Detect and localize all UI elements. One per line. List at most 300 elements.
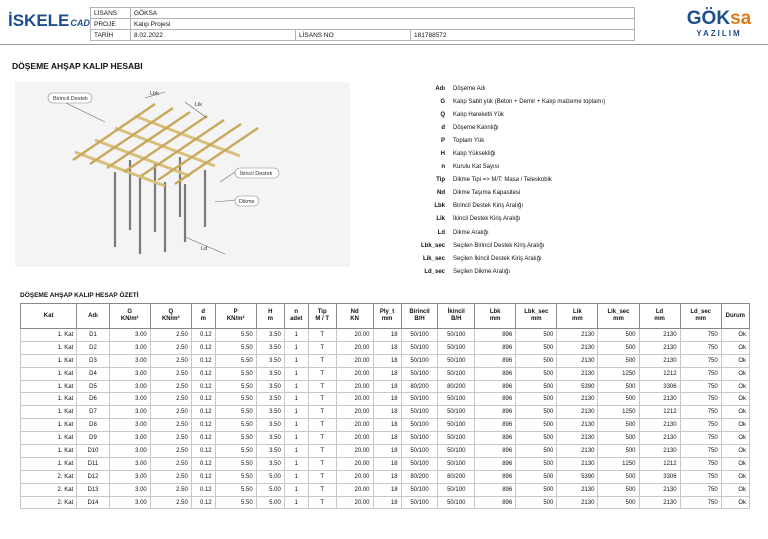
legend-row bbox=[420, 226, 750, 239]
table-cell: 896 bbox=[475, 380, 516, 393]
legend-row bbox=[420, 134, 750, 147]
table-cell: 1250 bbox=[598, 367, 639, 380]
table-cell: 500 bbox=[598, 419, 639, 432]
table-cell: 0.12 bbox=[191, 483, 215, 496]
table-cell: 500 bbox=[598, 393, 639, 406]
column-header bbox=[401, 304, 438, 329]
column-header bbox=[373, 304, 401, 329]
goksa-logo bbox=[680, 8, 758, 40]
legend-row bbox=[420, 200, 750, 213]
table-cell: 2.50 bbox=[150, 341, 191, 354]
legend-description: Seçilen Birincil Destek Kiriş Aralığı bbox=[453, 242, 545, 249]
logo-main-text: İSKELE bbox=[8, 11, 70, 30]
table-cell: 18 bbox=[373, 419, 401, 432]
legend-symbol: Lbk bbox=[434, 203, 445, 210]
legend-row bbox=[420, 161, 750, 174]
table-cell: D14 bbox=[77, 496, 109, 509]
table-cell: 18 bbox=[373, 470, 401, 483]
column-header bbox=[284, 304, 308, 329]
table-cell: 2.50 bbox=[150, 470, 191, 483]
table-cell: Ok bbox=[721, 380, 749, 393]
table-cell: 3.00 bbox=[109, 380, 150, 393]
legend-symbol: d bbox=[441, 124, 445, 131]
table-cell: 3.50 bbox=[256, 329, 284, 342]
table-cell: 1212 bbox=[639, 457, 680, 470]
table-cell: 2130 bbox=[639, 393, 680, 406]
table-cell: 3.00 bbox=[109, 367, 150, 380]
table-cell: 2130 bbox=[639, 432, 680, 445]
table-cell: D8 bbox=[77, 419, 109, 432]
column-header-name: H bbox=[268, 309, 273, 315]
table-cell: 18 bbox=[373, 380, 401, 393]
table-cell: 0.12 bbox=[191, 380, 215, 393]
table-cell: 2130 bbox=[557, 354, 598, 367]
column-header-unit: KN/m² bbox=[120, 316, 139, 322]
column-header-unit: m bbox=[267, 316, 273, 322]
column-header bbox=[77, 304, 109, 329]
table-row bbox=[21, 393, 750, 406]
table-cell: 3.50 bbox=[256, 432, 284, 445]
table-cell: 2130 bbox=[557, 445, 598, 458]
table-cell: 1 bbox=[284, 496, 308, 509]
table-cell: 896 bbox=[475, 419, 516, 432]
table-cell: 500 bbox=[598, 483, 639, 496]
table-cell: 50/100 bbox=[401, 341, 438, 354]
legend-symbol: G bbox=[440, 98, 445, 105]
table-cell: Ok bbox=[721, 432, 749, 445]
project-label: PROJE bbox=[91, 19, 131, 30]
logo-right-accent: sa bbox=[730, 8, 752, 29]
column-header-name: Kat bbox=[43, 312, 54, 319]
table-cell: 0.12 bbox=[191, 329, 215, 342]
table-cell: 5.50 bbox=[215, 457, 256, 470]
table-cell: 50/100 bbox=[401, 483, 438, 496]
column-header-name: d bbox=[201, 309, 206, 315]
table-row bbox=[21, 341, 750, 354]
table-cell: 2130 bbox=[639, 329, 680, 342]
table-cell: 5.50 bbox=[215, 341, 256, 354]
table-cell: 3.00 bbox=[109, 329, 150, 342]
column-header bbox=[215, 304, 256, 329]
table-cell: Ok bbox=[721, 496, 749, 509]
table-cell: 1. Kat bbox=[21, 354, 77, 367]
column-header bbox=[516, 304, 557, 329]
legend-symbol: Lik_sec bbox=[422, 255, 445, 262]
table-cell: 20.00 bbox=[336, 354, 373, 367]
table-cell: D4 bbox=[77, 367, 109, 380]
table-cell: 896 bbox=[475, 432, 516, 445]
table-cell: 2.50 bbox=[150, 496, 191, 509]
table-cell: 1 bbox=[284, 483, 308, 496]
table-cell: 500 bbox=[516, 406, 557, 419]
column-header bbox=[256, 304, 284, 329]
column-header bbox=[475, 304, 516, 329]
table-cell: 500 bbox=[516, 380, 557, 393]
table-cell: T bbox=[308, 341, 336, 354]
table-cell: 5.50 bbox=[215, 329, 256, 342]
column-header bbox=[438, 304, 475, 329]
table-cell: 50/100 bbox=[438, 432, 475, 445]
table-cell: 50/100 bbox=[401, 445, 438, 458]
table-cell: 2130 bbox=[557, 367, 598, 380]
column-header bbox=[680, 304, 721, 329]
column-header-name: Lik bbox=[573, 309, 582, 315]
table-cell: 500 bbox=[516, 367, 557, 380]
table-row bbox=[21, 496, 750, 509]
table-cell: 1 bbox=[284, 457, 308, 470]
table-cell: 18 bbox=[373, 457, 401, 470]
table-cell: 2.50 bbox=[150, 354, 191, 367]
table-cell: Ok bbox=[721, 367, 749, 380]
table-cell: 896 bbox=[475, 393, 516, 406]
column-header-name: Lbk_sec bbox=[524, 309, 549, 315]
table-cell: 896 bbox=[475, 470, 516, 483]
license-label: LİSANS bbox=[91, 8, 131, 19]
column-header bbox=[639, 304, 680, 329]
table-cell: T bbox=[308, 470, 336, 483]
license-info-table bbox=[90, 7, 635, 41]
table-cell: 2.50 bbox=[150, 457, 191, 470]
table-row bbox=[21, 380, 750, 393]
legend-description: Kalıp Sabit yük (Beton + Demir + Kalıp malzeme toplamı) bbox=[453, 98, 606, 105]
table-cell: 50/100 bbox=[438, 329, 475, 342]
column-header-unit: m bbox=[200, 316, 206, 322]
table-cell: 5.00 bbox=[256, 483, 284, 496]
table-cell: 3.50 bbox=[256, 354, 284, 367]
table-body bbox=[21, 329, 750, 509]
table-cell: 20.00 bbox=[336, 457, 373, 470]
table-row bbox=[21, 406, 750, 419]
table-cell: 500 bbox=[516, 329, 557, 342]
table-cell: Ok bbox=[721, 470, 749, 483]
table-cell: 80/200 bbox=[401, 470, 438, 483]
table-cell: 500 bbox=[516, 470, 557, 483]
table-cell: 750 bbox=[680, 367, 721, 380]
column-header bbox=[598, 304, 639, 329]
table-cell: 20.00 bbox=[336, 483, 373, 496]
table-cell: 2130 bbox=[557, 341, 598, 354]
table-row bbox=[21, 432, 750, 445]
legend-symbol: Ld_sec bbox=[424, 268, 445, 275]
label-post bbox=[235, 196, 259, 206]
column-header bbox=[21, 304, 77, 329]
logo-right-main: GÖK bbox=[686, 8, 731, 29]
table-cell: 5.50 bbox=[215, 470, 256, 483]
table-cell: 500 bbox=[598, 329, 639, 342]
legend-row bbox=[420, 108, 750, 121]
table-cell: 50/100 bbox=[438, 367, 475, 380]
table-cell: 80/200 bbox=[438, 470, 475, 483]
table-cell: 2130 bbox=[557, 457, 598, 470]
legend-symbol: Lik bbox=[436, 216, 445, 223]
column-header-name: Nd bbox=[350, 309, 359, 315]
table-cell: 500 bbox=[516, 483, 557, 496]
table-cell: 3.00 bbox=[109, 470, 150, 483]
table-row bbox=[21, 419, 750, 432]
table-cell: 20.00 bbox=[336, 432, 373, 445]
table-cell: 50/100 bbox=[401, 419, 438, 432]
column-header-unit: B/H bbox=[451, 316, 462, 322]
table-cell: 750 bbox=[680, 341, 721, 354]
table-cell: 2130 bbox=[557, 329, 598, 342]
table-cell: 1. Kat bbox=[21, 457, 77, 470]
legend-description: Kurulu Kat Sayısı bbox=[453, 164, 500, 171]
table-cell: 1. Kat bbox=[21, 341, 77, 354]
table-cell: 1. Kat bbox=[21, 445, 77, 458]
table-cell: 750 bbox=[680, 329, 721, 342]
table-cell: 20.00 bbox=[336, 393, 373, 406]
table-cell: 3.50 bbox=[256, 406, 284, 419]
table-cell: Ok bbox=[721, 419, 749, 432]
table-cell: 50/100 bbox=[438, 354, 475, 367]
table-cell: 18 bbox=[373, 367, 401, 380]
table-cell: T bbox=[308, 457, 336, 470]
column-header-name: Tip bbox=[317, 309, 327, 315]
legend-description: İkincil Destek Kiriş Aralığı bbox=[453, 216, 521, 223]
table-cell: 1. Kat bbox=[21, 380, 77, 393]
table-cell: 2130 bbox=[557, 483, 598, 496]
table-cell: Ok bbox=[721, 483, 749, 496]
table-cell: 500 bbox=[598, 470, 639, 483]
legend-row bbox=[420, 121, 750, 134]
table-cell: 500 bbox=[598, 432, 639, 445]
column-header-unit: mm bbox=[381, 316, 393, 322]
table-cell: 5.50 bbox=[215, 432, 256, 445]
legend-row bbox=[420, 82, 750, 95]
table-cell: 500 bbox=[516, 445, 557, 458]
column-header-unit: KN bbox=[350, 316, 359, 322]
column-header-unit: mm bbox=[613, 316, 624, 322]
column-header bbox=[150, 304, 191, 329]
table-cell: 5390 bbox=[557, 380, 598, 393]
column-header-name: P bbox=[233, 309, 238, 315]
table-cell: 750 bbox=[680, 483, 721, 496]
table-cell: 500 bbox=[516, 419, 557, 432]
column-header-unit: mm bbox=[654, 316, 665, 322]
table-cell: 1250 bbox=[598, 457, 639, 470]
table-cell: 500 bbox=[598, 354, 639, 367]
table-cell: 3.00 bbox=[109, 419, 150, 432]
table-row bbox=[21, 457, 750, 470]
table-cell: 2.50 bbox=[150, 419, 191, 432]
column-header-name: n bbox=[294, 309, 299, 315]
table-cell: 1. Kat bbox=[21, 329, 77, 342]
column-header-name: Adı bbox=[88, 312, 98, 319]
legend-description: Döşeme Adı bbox=[453, 85, 486, 92]
table-cell: 2. Kat bbox=[21, 496, 77, 509]
table-cell: 3.00 bbox=[109, 483, 150, 496]
table-cell: 20.00 bbox=[336, 406, 373, 419]
table-row bbox=[21, 483, 750, 496]
table-cell: 3.00 bbox=[109, 496, 150, 509]
table-cell: 896 bbox=[475, 457, 516, 470]
table-cell: 0.12 bbox=[191, 354, 215, 367]
table-cell: 80/200 bbox=[401, 380, 438, 393]
table-cell: T bbox=[308, 367, 336, 380]
table-cell: 18 bbox=[373, 393, 401, 406]
table-cell: 80/200 bbox=[438, 380, 475, 393]
table-cell: 1. Kat bbox=[21, 419, 77, 432]
table-cell: 500 bbox=[516, 496, 557, 509]
table-cell: 0.12 bbox=[191, 445, 215, 458]
table-cell: 3306 bbox=[639, 470, 680, 483]
table-cell: 1250 bbox=[598, 406, 639, 419]
table-cell: 2.50 bbox=[150, 432, 191, 445]
column-header-unit: adet bbox=[290, 316, 303, 322]
legend-description: Seçilen İkincil Destek Kiriş Aralığı bbox=[453, 255, 542, 262]
table-cell: 896 bbox=[475, 406, 516, 419]
table-cell: 5390 bbox=[557, 470, 598, 483]
table-cell: 2130 bbox=[557, 406, 598, 419]
table-cell: 50/100 bbox=[401, 329, 438, 342]
table-cell: 1 bbox=[284, 470, 308, 483]
table-cell: 20.00 bbox=[336, 380, 373, 393]
table-cell: 1 bbox=[284, 354, 308, 367]
table-cell: 18 bbox=[373, 483, 401, 496]
legend-description: Döşeme Kalınlığı bbox=[453, 124, 499, 131]
table-cell: 50/100 bbox=[438, 341, 475, 354]
table-cell: 1 bbox=[284, 432, 308, 445]
table-cell: 5.50 bbox=[215, 393, 256, 406]
table-cell: T bbox=[308, 432, 336, 445]
summary-table bbox=[20, 303, 750, 509]
table-cell: 20.00 bbox=[336, 496, 373, 509]
table-cell: 20.00 bbox=[336, 419, 373, 432]
table-cell: 50/100 bbox=[401, 406, 438, 419]
legend-symbol: Ld bbox=[437, 229, 445, 236]
table-cell: 18 bbox=[373, 341, 401, 354]
column-header-name: Durum bbox=[725, 312, 746, 319]
table-cell: 18 bbox=[373, 354, 401, 367]
table-cell: 750 bbox=[680, 419, 721, 432]
table-cell: 0.12 bbox=[191, 393, 215, 406]
column-header-unit: mm bbox=[530, 316, 542, 322]
column-header-name: Ld_sec bbox=[690, 309, 711, 315]
table-cell: 2.50 bbox=[150, 367, 191, 380]
table-cell: 3306 bbox=[639, 380, 680, 393]
table-cell: 50/100 bbox=[401, 432, 438, 445]
legend-row bbox=[420, 213, 750, 226]
table-cell: 3.00 bbox=[109, 341, 150, 354]
table-cell: 3.50 bbox=[256, 445, 284, 458]
table-cell: 1 bbox=[284, 419, 308, 432]
legend-row bbox=[420, 187, 750, 200]
table-cell: 750 bbox=[680, 445, 721, 458]
table-header-row bbox=[21, 304, 750, 329]
table-cell: 896 bbox=[475, 483, 516, 496]
legend-symbol: H bbox=[440, 151, 445, 158]
table-cell: 5.50 bbox=[215, 354, 256, 367]
table-cell: 750 bbox=[680, 380, 721, 393]
iskelecad-logo bbox=[8, 11, 90, 31]
dim-lbk: Lbk bbox=[150, 91, 159, 97]
table-cell: D10 bbox=[77, 445, 109, 458]
legend-symbol: Adı bbox=[435, 85, 445, 92]
table-cell: 0.12 bbox=[191, 457, 215, 470]
column-header-unit: B/H bbox=[414, 316, 425, 322]
table-cell: D2 bbox=[77, 341, 109, 354]
column-header-name: Lik_sec bbox=[607, 309, 630, 315]
table-cell: Ok bbox=[721, 406, 749, 419]
table-cell: Ok bbox=[721, 341, 749, 354]
legend-description: Toplam Yük bbox=[453, 137, 485, 144]
table-cell: 750 bbox=[680, 406, 721, 419]
table-cell: 1 bbox=[284, 380, 308, 393]
table-cell: 5.50 bbox=[215, 496, 256, 509]
table-cell: T bbox=[308, 483, 336, 496]
table-row bbox=[21, 367, 750, 380]
project-value: Kalıp Projesi bbox=[131, 19, 635, 30]
legend-row bbox=[420, 239, 750, 252]
table-cell: 50/100 bbox=[438, 445, 475, 458]
label-post-text: Dikme bbox=[239, 199, 255, 205]
table-cell: 2.50 bbox=[150, 406, 191, 419]
table-cell: 750 bbox=[680, 393, 721, 406]
table-cell: 3.00 bbox=[109, 406, 150, 419]
table-cell: 50/100 bbox=[438, 457, 475, 470]
table-cell: 20.00 bbox=[336, 470, 373, 483]
table-cell: D6 bbox=[77, 393, 109, 406]
table-cell: 50/100 bbox=[438, 496, 475, 509]
table-cell: D11 bbox=[77, 457, 109, 470]
table-cell: 5.50 bbox=[215, 367, 256, 380]
table-cell: 0.12 bbox=[191, 496, 215, 509]
legend-description: Dikme Aralığı bbox=[453, 229, 489, 236]
legend-row bbox=[420, 174, 750, 187]
table-cell: 20.00 bbox=[336, 367, 373, 380]
table-cell: 50/100 bbox=[438, 406, 475, 419]
table-cell: 896 bbox=[475, 496, 516, 509]
table-cell: 2130 bbox=[639, 483, 680, 496]
table-cell: T bbox=[308, 406, 336, 419]
table-cell: 0.12 bbox=[191, 419, 215, 432]
column-header bbox=[721, 304, 749, 329]
date-label: TARİH bbox=[91, 30, 131, 41]
table-cell: D3 bbox=[77, 354, 109, 367]
table-cell: 3.00 bbox=[109, 445, 150, 458]
label-secondary-support-text: İkincil Destek bbox=[240, 171, 273, 177]
table-cell: 2130 bbox=[557, 419, 598, 432]
report-header bbox=[0, 0, 768, 45]
table-cell: 896 bbox=[475, 341, 516, 354]
column-header-name: G bbox=[127, 309, 133, 315]
table-cell: 50/100 bbox=[401, 354, 438, 367]
table-cell: 0.12 bbox=[191, 341, 215, 354]
table-cell: 50/100 bbox=[401, 393, 438, 406]
table-cell: 896 bbox=[475, 329, 516, 342]
column-header-unit: mm bbox=[489, 316, 501, 322]
label-primary-support bbox=[48, 93, 92, 103]
table-cell: 2.50 bbox=[150, 483, 191, 496]
table-cell: 50/100 bbox=[438, 393, 475, 406]
legend-description: Dikme Tipi => M/T: Masa / Teleskobik bbox=[453, 177, 552, 184]
table-cell: 20.00 bbox=[336, 329, 373, 342]
table-cell: 2130 bbox=[639, 354, 680, 367]
column-header bbox=[557, 304, 598, 329]
table-cell: 2. Kat bbox=[21, 483, 77, 496]
table-cell: 50/100 bbox=[401, 496, 438, 509]
table-cell: 2130 bbox=[557, 432, 598, 445]
table-cell: 5.50 bbox=[215, 419, 256, 432]
logo-right-sub: YAZILIM bbox=[696, 29, 742, 38]
column-header-name: Ld bbox=[655, 309, 664, 315]
table-cell: 500 bbox=[516, 432, 557, 445]
table-cell: 2.50 bbox=[150, 393, 191, 406]
table-cell: 0.12 bbox=[191, 367, 215, 380]
table-row bbox=[21, 470, 750, 483]
table-row bbox=[21, 329, 750, 342]
table-row bbox=[21, 445, 750, 458]
